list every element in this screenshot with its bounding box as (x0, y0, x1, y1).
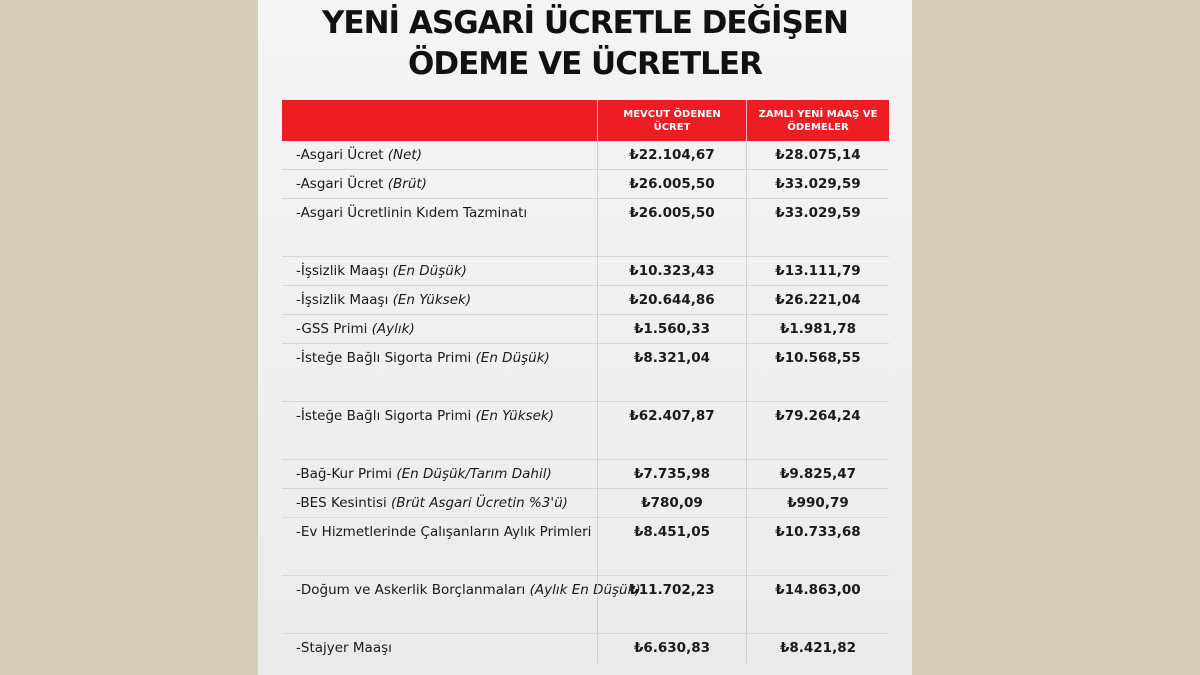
row-label: -Asgari Ücretlinin Kıdem Tazminatı (296, 205, 528, 221)
row-current-value: ₺20.644,86 (597, 286, 746, 314)
row-current-value: ₺1.560,33 (597, 315, 746, 343)
row-label: -BES Kesintisi (Brüt Asgari Ücretin %3'ü) (296, 495, 568, 511)
row-new-value: ₺33.029,59 (746, 170, 889, 198)
row-new-value: ₺14.863,00 (746, 576, 889, 633)
table-row (282, 576, 889, 634)
header-current: MEVCUT ÖDENEN ÜCRET (597, 100, 746, 141)
table-row (282, 460, 889, 489)
row-new-value: ₺13.111,79 (746, 257, 889, 285)
title-line-1: YENİ ASGARİ ÜCRETLE DEĞİŞEN (321, 5, 849, 41)
row-label: -İsteğe Bağlı Sigorta Primi (En Yüksek) (296, 408, 554, 424)
row-new-value: ₺33.029,59 (746, 199, 889, 256)
table-row (282, 286, 889, 315)
row-new-value: ₺1.981,78 (746, 315, 889, 343)
table-header (282, 100, 889, 141)
row-current-value: ₺6.630,83 (597, 634, 746, 663)
row-new-value: ₺10.733,68 (746, 518, 889, 575)
row-new-value: ₺990,79 (746, 489, 889, 517)
row-new-value: ₺10.568,55 (746, 344, 889, 401)
row-current-value: ₺26.005,50 (597, 199, 746, 256)
row-new-value: ₺8.421,82 (746, 634, 889, 663)
row-label: -Doğum ve Askerlik Borçlanmaları (Aylık En Düşük) (296, 582, 641, 598)
row-label: -Stajyer Maaşı (296, 640, 392, 656)
row-current-value: ₺7.735,98 (597, 460, 746, 488)
table-row (282, 315, 889, 344)
table-row (282, 634, 889, 663)
row-label: -Ev Hizmetlerinde Çalışanların Aylık Primleri (296, 524, 592, 540)
table-row (282, 141, 889, 170)
row-current-value: ₺780,09 (597, 489, 746, 517)
row-new-value: ₺26.221,04 (746, 286, 889, 314)
table-row (282, 518, 889, 576)
row-current-value: ₺8.321,04 (597, 344, 746, 401)
row-current-value: ₺10.323,43 (597, 257, 746, 285)
row-label: -Bağ-Kur Primi (En Düşük/Tarım Dahil) (296, 466, 552, 482)
row-label: -Asgari Ücret (Brüt) (296, 176, 427, 192)
row-label: -Asgari Ücret (Net) (296, 147, 422, 163)
table-row (282, 489, 889, 518)
table-row (282, 257, 889, 286)
title-line-2: ÖDEME VE ÜCRETLER (408, 46, 762, 82)
table-row (282, 199, 889, 257)
row-new-value: ₺9.825,47 (746, 460, 889, 488)
header-label-cell (282, 100, 597, 141)
row-current-value: ₺8.451,05 (597, 518, 746, 575)
infographic-card (258, 0, 912, 675)
row-label: -GSS Primi (Aylık) (296, 321, 415, 337)
row-label: -İşsizlik Maaşı (En Yüksek) (296, 292, 472, 308)
header-new: ZAMLI YENİ MAAŞ VE ÖDEMELER (746, 100, 889, 141)
row-new-value: ₺79.264,24 (746, 402, 889, 459)
row-label: -İşsizlik Maaşı (En Düşük) (296, 263, 467, 279)
comparison-table (282, 100, 889, 663)
row-current-value: ₺62.407,87 (597, 402, 746, 459)
row-current-value: ₺11.702,23 (597, 576, 746, 633)
table-row (282, 170, 889, 199)
row-label: -İsteğe Bağlı Sigorta Primi (En Düşük) (296, 350, 550, 366)
row-current-value: ₺26.005,50 (597, 170, 746, 198)
table-row (282, 402, 889, 460)
table-row (282, 344, 889, 402)
row-current-value: ₺22.104,67 (597, 141, 746, 169)
row-new-value: ₺28.075,14 (746, 141, 889, 169)
